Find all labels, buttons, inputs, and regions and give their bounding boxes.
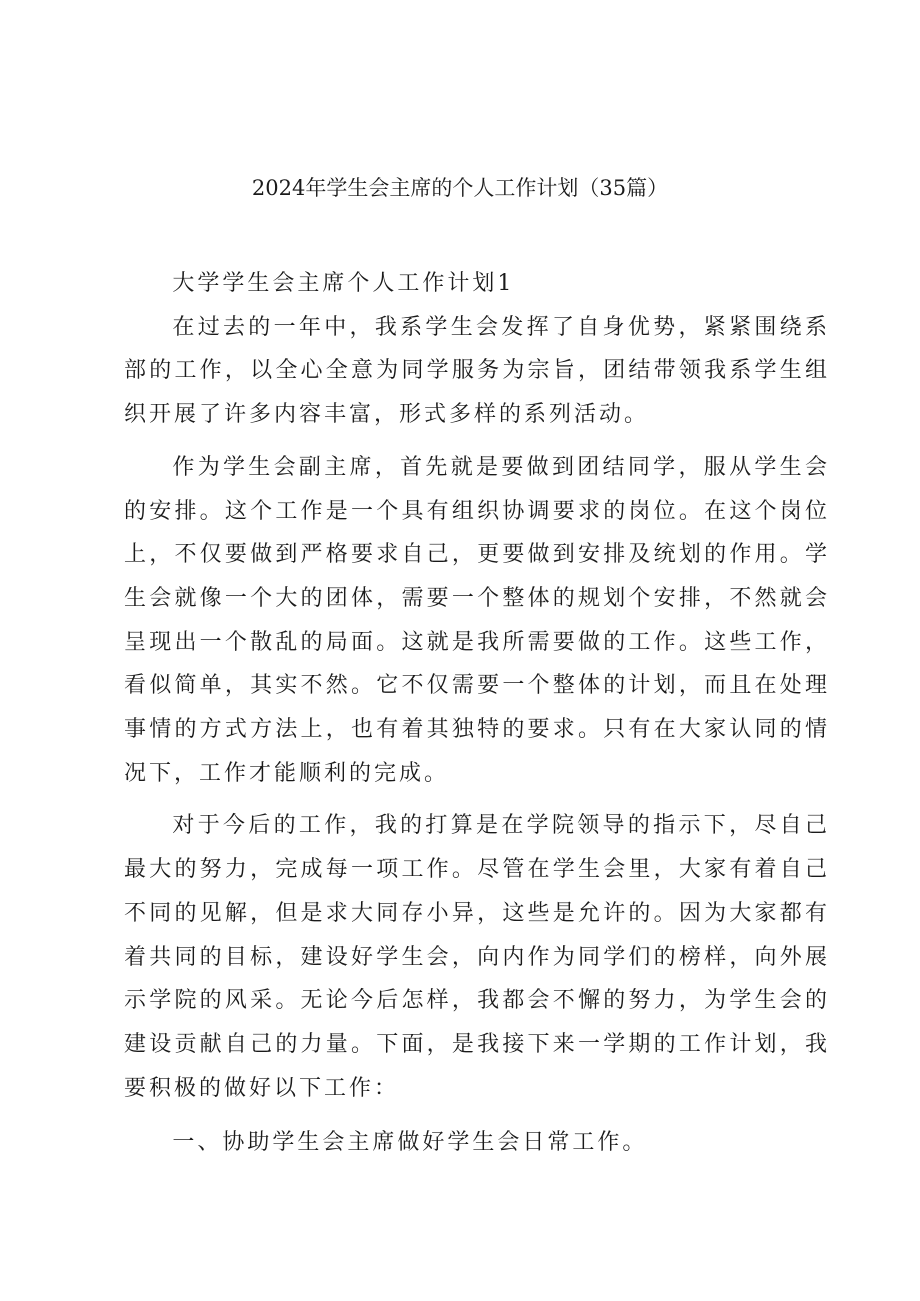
paragraph-1: 在过去的一年中，我系学生会发挥了自身优势，紧紧围绕系部的工作，以全心全意为同学服务为宗旨，团结带领我系学生组织开展了许多内容丰富，形式多样的系列活动。	[124, 314, 830, 428]
section-heading: 大学学生会主席个人工作计划1	[172, 271, 515, 296]
paragraph-4: 一、协助学生会主席做好学生会日常工作。	[172, 1130, 648, 1156]
document-body	[124, 262, 830, 1165]
document-title: 2024年学生会主席的个人工作计划（35篇）	[251, 176, 669, 200]
paragraph-2: 作为学生会副主席，首先就是要做到团结同学，服从学生会的安排。这个工作是一个具有组织协调要求的岗位。在这个岗位上，不仅要做到严格要求自己，更要做到安排及统划的作用。学生会就像一个大的团体，需要一个整体的规划个安排，不然就会呈现出一个散乱的局面。这就是我所需要做的工作。这些工作，看似简单，其实不然。它不仅需要一个整体的计划，而且在处理事情的方式方法上，也有着其独特的要求。只有在大家认同的情况下，工作才能顺利的完成。	[124, 454, 830, 786]
paragraph-3: 对于今后的工作，我的打算是在学院领导的指示下，尽自己最大的努力，完成每一项工作。尽管在学生会里，大家有着自己不同的见解，但是求大同存小异，这些是允许的。因为大家都有着共同的目标，建设好学生会，向内作为同学们的榜样，向外展示学院的风采。无论今后怎样，我都会不懈的努力，为学生会的建设贡献自己的力量。下面，是我接下来一学期的工作计划，我要积极的做好以下工作：	[124, 813, 830, 1101]
